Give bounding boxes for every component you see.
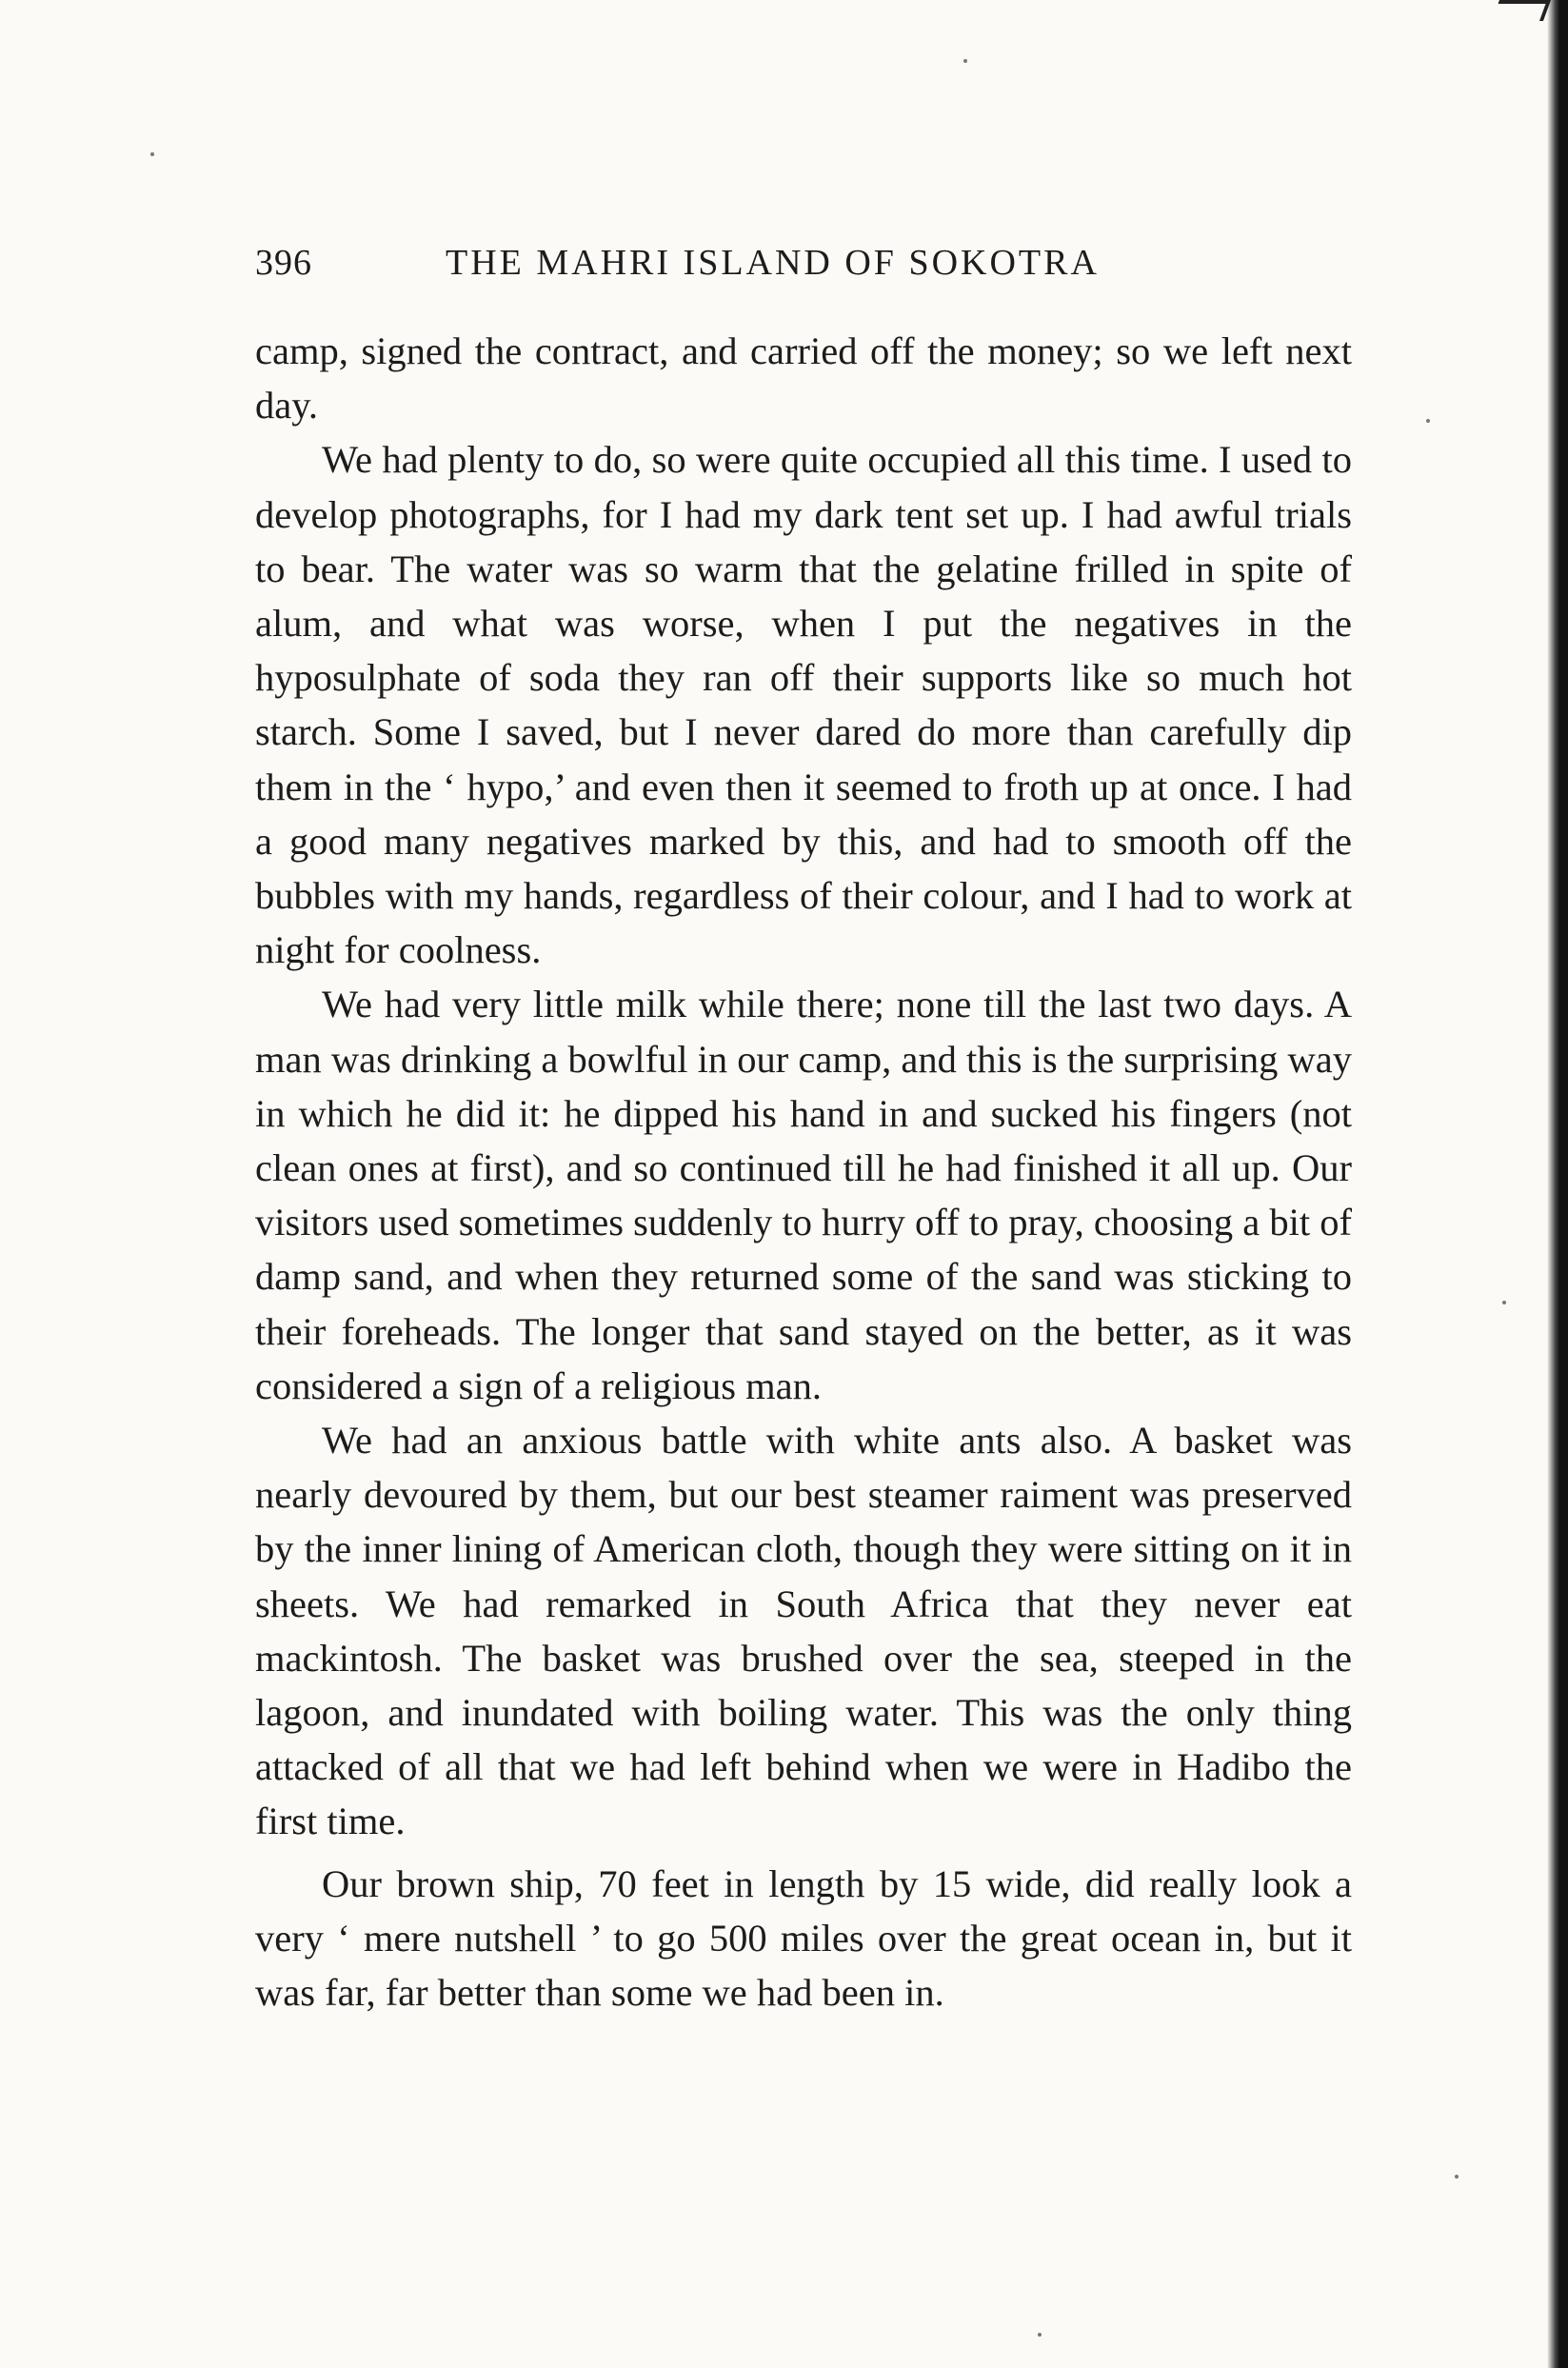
paragraph: We had very little milk while there; none till the last two days. A man was drinking a bowlful in our camp, and this is the surprising way in which he did it: he dipped his hand in and sucked his fingers (not clean ones at first), and so continued till he had finished it all up. Our visitors used sometimes suddenly to hurry off to pray, choosing a bit of damp sand, and when they returned some of the sand was sticking to their foreheads. The longer that sand stayed on the better, as it was considered a sign of a religious man. [255,983,1352,1407]
paper-speck [1502,1301,1506,1304]
page-edge-shadow [1547,0,1568,2368]
page-header [255,242,1360,289]
paper-speck [150,152,154,156]
paper-speck [1038,2333,1042,2337]
paragraph: We had plenty to do, so were quite occupied all this time. I used to develop photographs, for I had my dark tent set up. I had awful trials to bear. The water was so warm that the gelatine frilled in spite of alum, and what was worse, when I put the negatives in the hyposulphate of soda they ran off their supports like so much hot starch. Some I saved, but I never dared do more than carefully dip them in the ‘ hypo,’ and even then it seemed to froth up at once. I had a good many negatives marked by this, and had to smooth off the bubbles with my hands, regardless of their colour, and I had to work at night for coolness. [255,438,1352,972]
page-number: 396 [255,243,312,283]
running-title: THE MAHRI ISLAND OF SOKOTRA [446,243,1100,283]
body-text [255,324,1352,2020]
paper-speck [1426,419,1430,423]
paper-speck [963,59,967,63]
paragraph: camp, signed the contract, and carried off the money; so we left next day. [255,329,1352,428]
paragraph: We had an anxious battle with white ants also. A basket was nearly devoured by them, but our best steamer raiment was preserved by the inner lining of American cloth, though they were sitting on it in sheets. We had remarked in South Africa that they never eat mackintosh. The basket was brushed over the sea, steeped in the lagoon, and inundated with boiling water. This was the only thing attacked of all that we had left behind when we were in Hadibo the first time. [255,1419,1352,1843]
paragraph: Our brown ship, 70 feet in length by 15 wide, did really look a very ‘ mere nutshell ’ to go 500 miles over the great ocean in, but it was far, far better than some we had been in. [255,1861,1352,2015]
paper-speck [1455,2175,1459,2179]
page-edge-mark [1492,0,1551,21]
